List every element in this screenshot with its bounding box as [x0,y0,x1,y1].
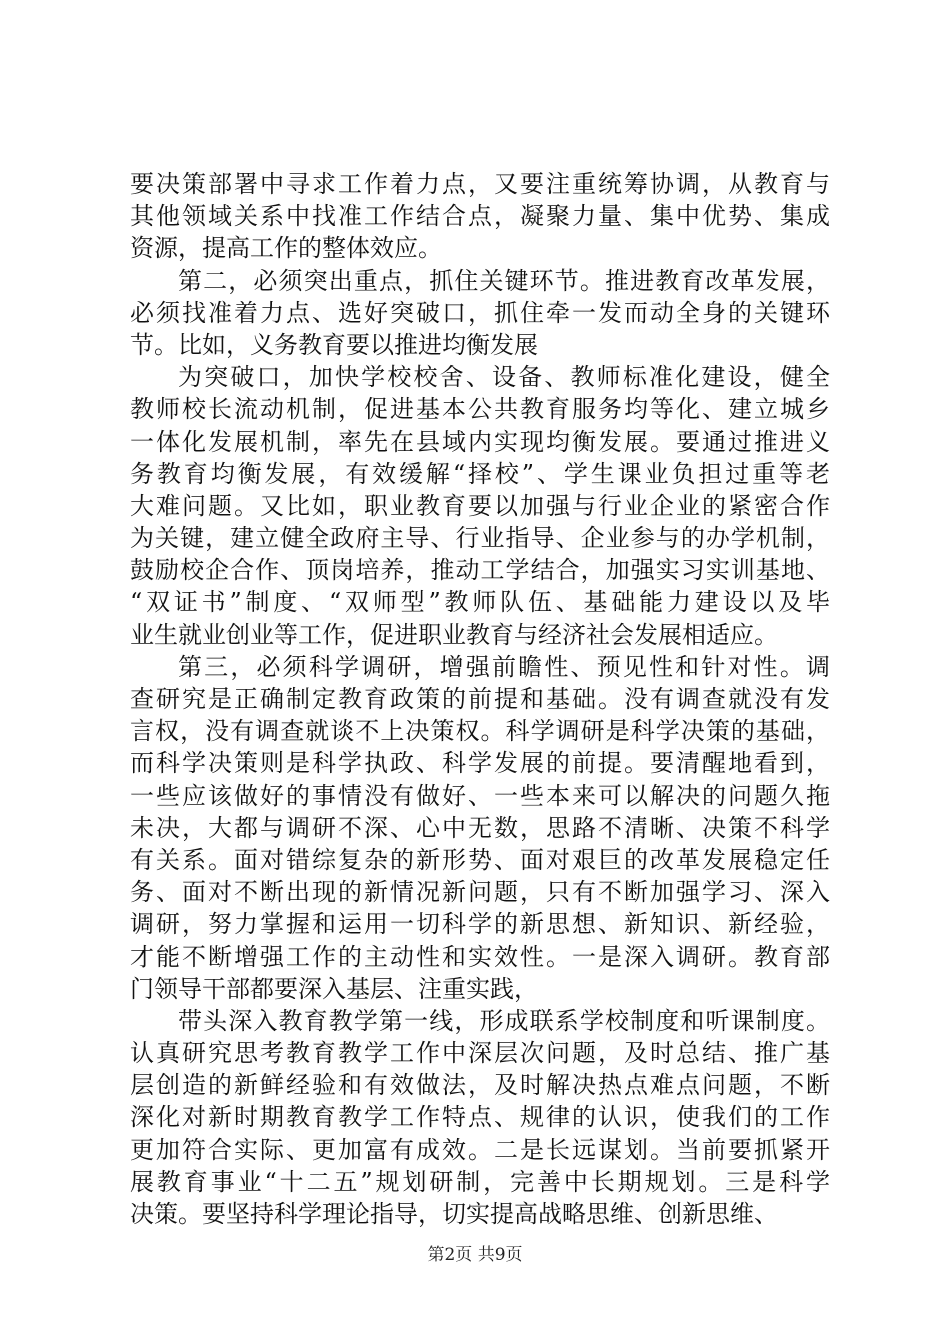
text-line: 为关键，建立健全政府主导、行业指导、企业参与的办学机制， [130,524,830,553]
text-line: 带头深入教育教学第一线，形成联系学校制度和听课制度。 [178,1006,830,1035]
text-line: “双证书”制度、“双师型”教师队伍、基础能力建设以及毕 [130,588,830,617]
text-line: 大难问题。又比如，职业教育要以加强与行业企业的紧密合作 [130,491,830,520]
paragraph [130,361,830,651]
text-line: 第三，必须科学调研，增强前瞻性、预见性和针对性。调 [178,652,830,681]
text-line: 教师校长流动机制，促进基本公共教育服务均等化、建立城乡 [130,395,830,424]
text-line: 第二，必须突出重点，抓住关键环节。推进教育改革发展， [178,266,830,295]
text-line: 一些应该做好的事情没有做好、一些本来可以解决的问题久拖 [130,781,830,810]
text-line: 务教育均衡发展，有效缓解“择校”、学生课业负担过重等老 [130,459,830,488]
text-line: 认真研究思考教育教学工作中深层次问题，及时总结、推广基 [130,1039,830,1068]
text-line: 决策。要坚持科学理论指导，切实提高战略思维、创新思维、 [130,1200,778,1228]
paragraph [130,1005,830,1230]
text-line: 有关系。面对错综复杂的新形势、面对艰巨的改革发展稳定任 [130,845,830,874]
page-number-footer: 第2页 共9页 [427,1245,523,1265]
text-line: 资源，提高工作的整体效应。 [130,234,442,263]
document-body [130,168,830,1230]
text-line: 必须找准着力点、选好突破口，抓住牵一发而动全身的关键环 [130,298,830,327]
text-line: 其他领域关系中找准工作结合点，凝聚力量、集中优势、集成 [130,202,830,231]
text-line: 展教育事业“十二五”规划研制，完善中长期规划。三是科学 [130,1167,830,1196]
text-line: 要决策部署中寻求工作着力点，又要注重统筹协调，从教育与 [130,170,830,198]
text-line: 鼓励校企合作、顶岗培养，推动工学结合，加强实习实训基地、 [130,556,830,585]
text-line: 一体化发展机制，率先在县域内实现均衡发展。要通过推进义 [130,427,830,456]
paragraph [130,651,830,1005]
text-line: 深化对新时期教育教学工作特点、规律的认识，使我们的工作 [130,1103,830,1132]
text-line: 查研究是正确制定教育政策的前提和基础。没有调查就没有发 [130,685,830,713]
text-line: 言权，没有调查就谈不上决策权。科学调研是科学决策的基础， [130,717,830,746]
text-line: 业生就业创业等工作，促进职业教育与经济社会发展相适应。 [130,620,778,649]
text-line: 务、面对不断出现的新情况新问题，只有不断加强学习、深入 [130,878,830,907]
paragraph [130,265,830,362]
text-line: 而科学决策则是科学执政、科学发展的前提。要清醒地看到， [130,749,830,778]
text-line: 才能不断增强工作的主动性和实效性。一是深入调研。教育部 [130,942,830,971]
text-line: 为突破口，加快学校校舍、设备、教师标准化建设，健全 [178,363,830,392]
text-line: 层创造的新鲜经验和有效做法，及时解决热点难点问题，不断 [130,1071,830,1100]
text-line: 调研，努力掌握和运用一切科学的新思想、新知识、新经验， [130,910,830,939]
text-line: 未决，大都与调研不深、心中无数，思路不清晰、决策不科学 [130,813,830,842]
text-line: 节。比如，义务教育要以推进均衡发展 [130,330,538,359]
text-line: 门领导干部都要深入基层、注重实践， [130,974,538,1003]
paragraph [130,168,830,265]
text-line: 更加符合实际、更加富有成效。二是长远谋划。当前要抓紧开 [130,1135,830,1164]
